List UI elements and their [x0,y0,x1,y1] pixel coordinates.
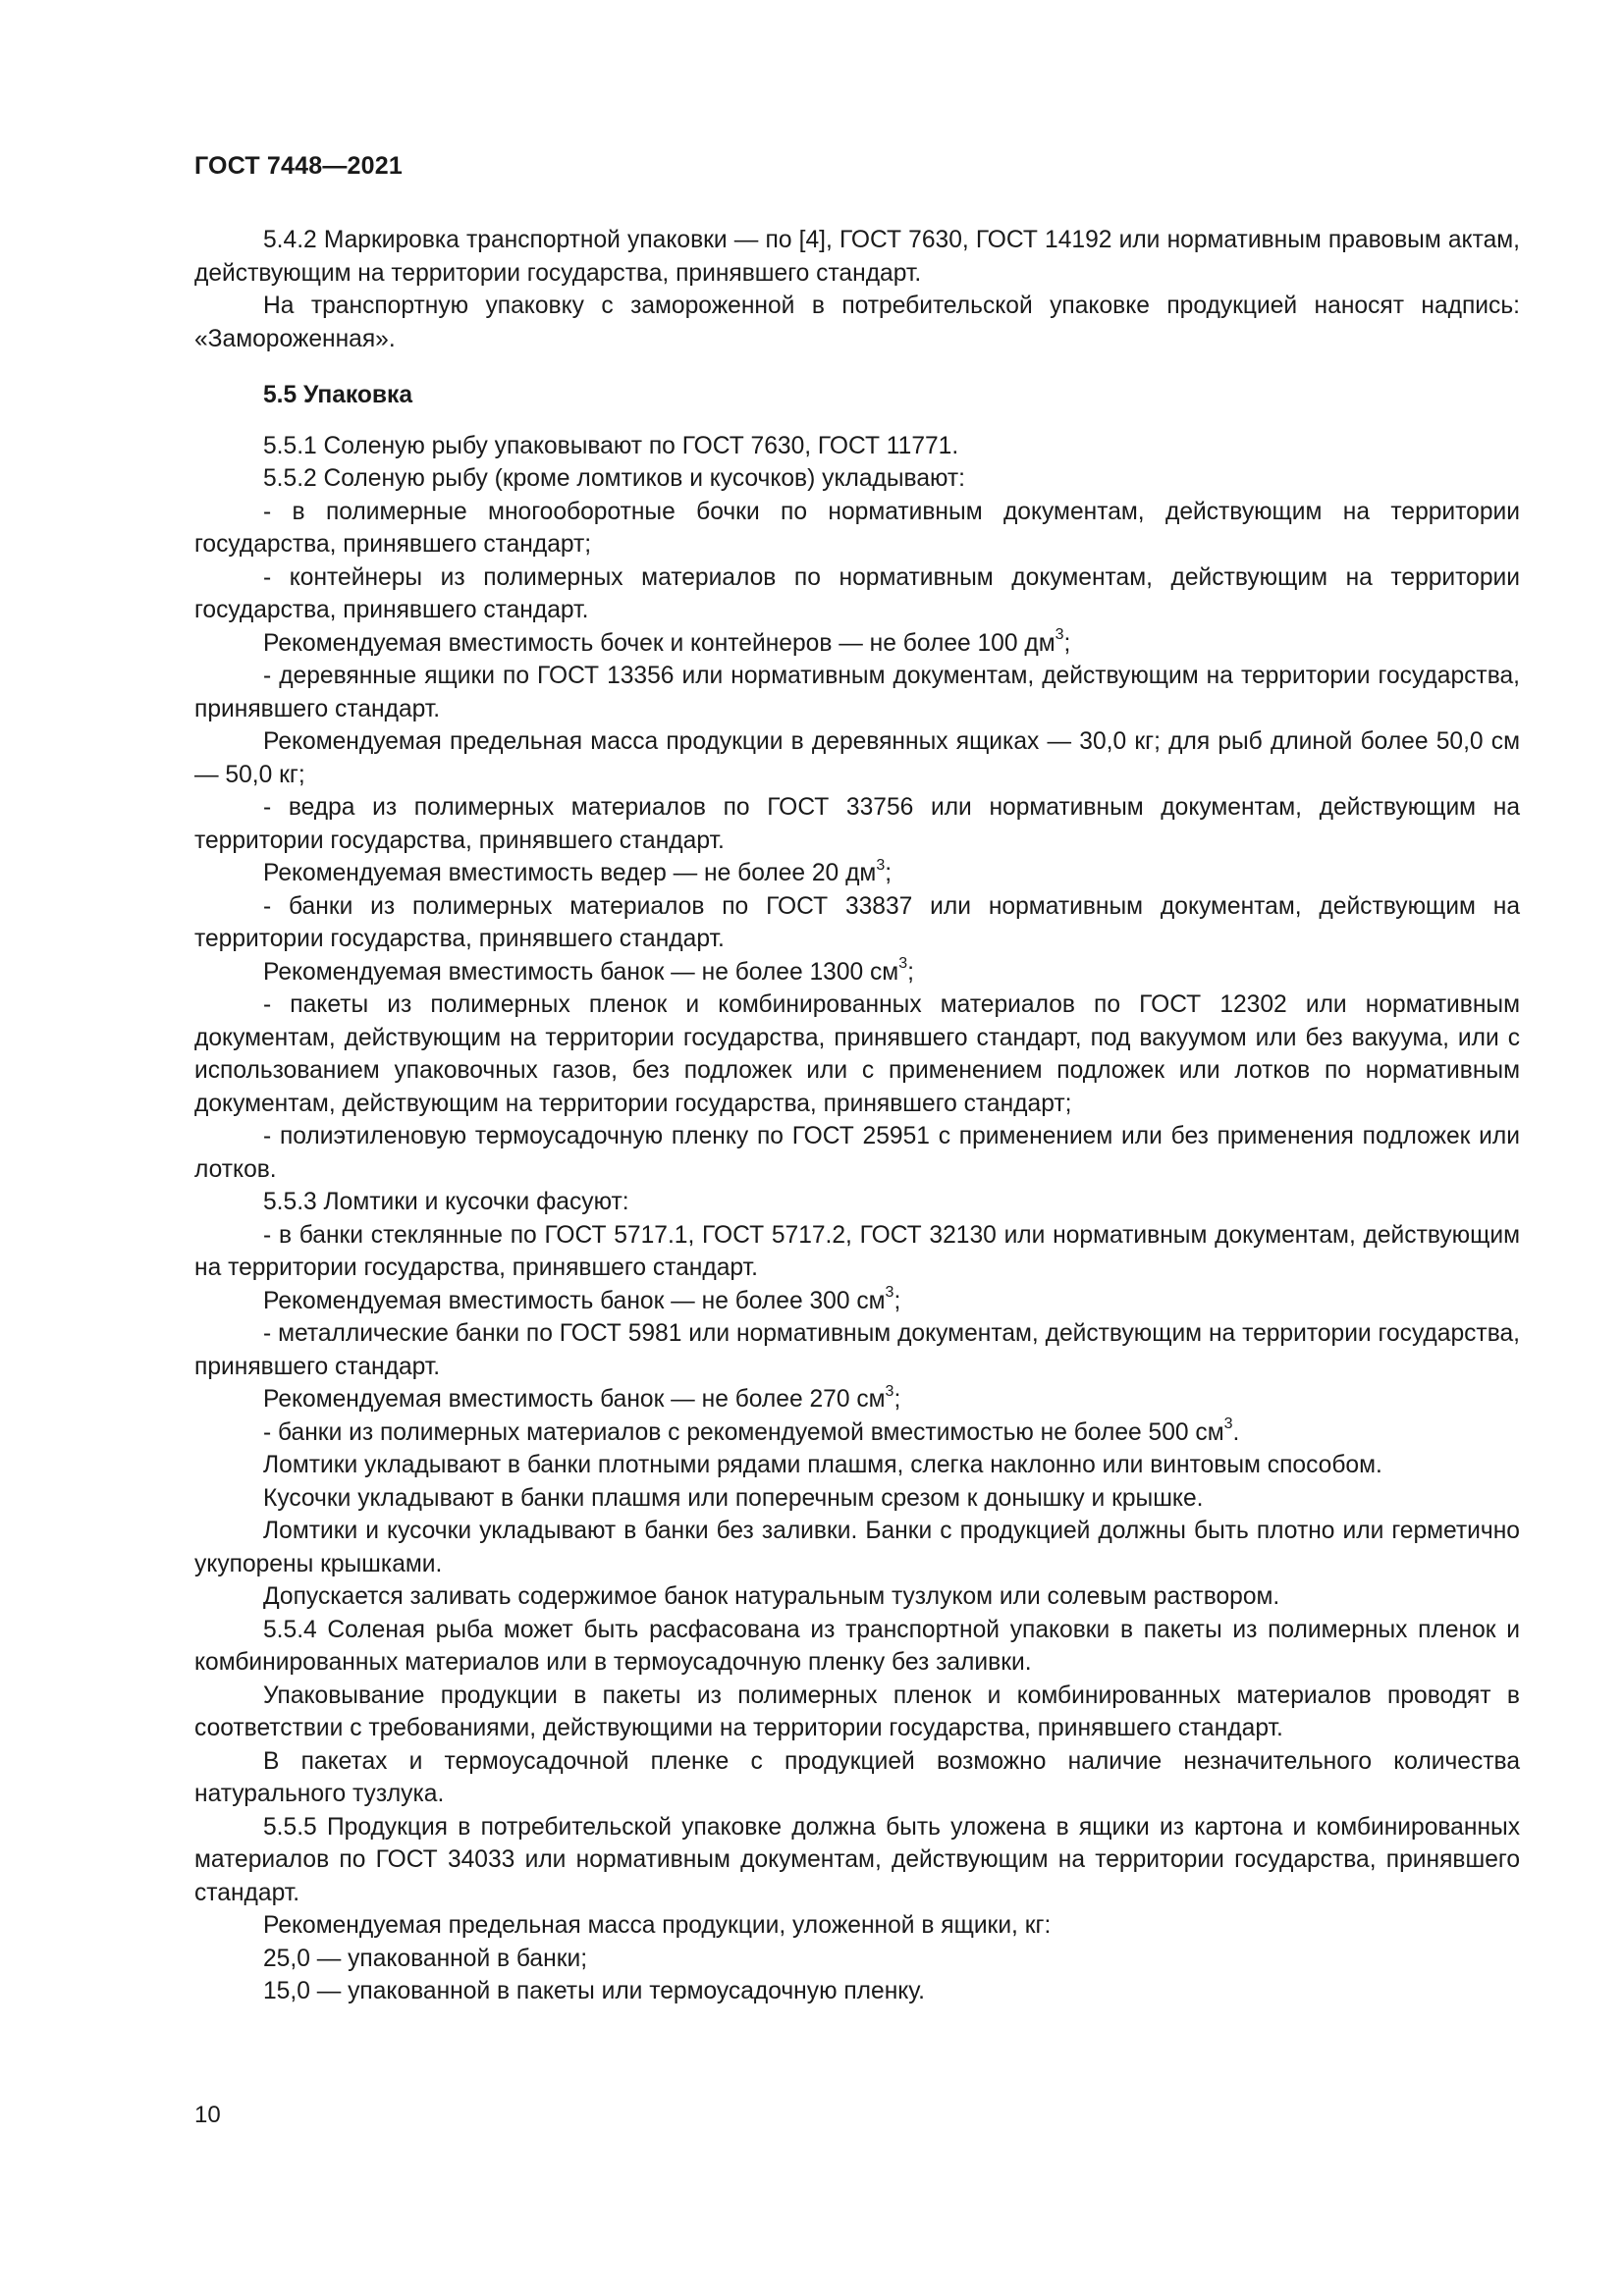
paragraph [194,857,1520,890]
paragraph-text: - полиэтиленовую термоусадочную пленку по ГОСТ 25951 с применением или без применения подложек или лотков. [194,1123,1520,1183]
paragraph-text: Ломтики укладывают в банки плотными рядами плашмя, слегка наклонно или винтовым способом. [263,1452,1382,1478]
paragraph-text: 5.5.1 Соленую рыбу упаковывают по ГОСТ 7630, ГОСТ 11771. [263,432,959,459]
paragraph-text: 15,0 — упакованной в пакеты или термоусадочную пленку. [263,1978,925,2004]
paragraph-text: 5.5.5 Продукция в потребительской упаковке должна быть уложена в ящики из картона и комбинированных материалов по ГОСТ 34033 или нормативным документам, действующим на территории государства, принявшего стандарт. [194,1813,1520,1906]
paragraph-text: - пакеты из полимерных пленок и комбинированных материалов по ГОСТ 12302 или нормативным документам, действующим на территории государства, принявшего стандарт, под вакуумом или без вакуума, или с использованием упаковочных газов, без подложек или с применением подложек или лотков по нормативным документам, действующим на территории государства, принявшего стандарт; [194,991,1520,1117]
superscript-exponent: 3 [885,1382,894,1400]
paragraph [194,430,1520,463]
paragraph [194,1975,1520,2008]
paragraph [194,1449,1520,1482]
paragraph [194,1680,1520,1745]
paragraph [194,1909,1520,1943]
paragraph [194,1285,1520,1318]
superscript-exponent: 3 [885,1284,894,1302]
paragraph-text: Допускается заливать содержимое банок натуральным тузлуком или солевым раствором. [263,1583,1280,1610]
paragraph [194,956,1520,989]
paragraph-text: Рекомендуемая вместимость банок — не более 300 см [263,1287,886,1314]
paragraph [194,725,1520,791]
paragraph [194,988,1520,1120]
paragraph [194,1120,1520,1186]
paragraph-text: - контейнеры из полимерных материалов по нормативным документам, действующим на территории государства, принявшего стандарт. [194,563,1520,623]
trailing-punctuation: ; [1063,629,1071,657]
paragraph [194,1745,1520,1811]
paragraph [194,1317,1520,1383]
trailing-punctuation: ; [907,958,914,986]
page-number: 10 [194,2102,221,2128]
paragraph [194,1614,1520,1680]
paragraph [194,1219,1520,1285]
paragraph-text: Кусочки укладывают в банки плашмя или поперечным срезом к донышку и крышке. [263,1484,1204,1512]
paragraph [194,627,1520,661]
superscript-exponent: 3 [1055,626,1064,644]
paragraph-text: - ведра из полимерных материалов по ГОСТ 33756 или нормативным документам, действующим на территории государства, принявшего стандарт. [194,794,1520,854]
paragraph [194,224,1520,290]
paragraph-text: 5.5.3 Ломтики и кусочки фасуют: [263,1189,629,1215]
paragraph [194,1943,1520,1976]
paragraph [194,496,1520,561]
trailing-punctuation: ; [893,1287,901,1314]
paragraph [194,1811,1520,1910]
paragraph-text: 25,0 — упакованной в банки; [263,1945,588,1972]
paragraph-text: - металлические банки по ГОСТ 5981 или нормативным документам, действующим на территории государства, принявшего стандарт. [194,1320,1520,1380]
paragraph [194,1580,1520,1614]
superscript-exponent: 3 [876,856,886,874]
paragraph-text: Ломтики и кусочки укладывают в банки без заливки. Банки с продукцией должны быть плотно или герметично укупорены крышками. [194,1518,1520,1577]
superscript-exponent: 3 [898,955,908,973]
paragraph-text: - деревянные ящики по ГОСТ 13356 или нормативным документам, действующим на территории государства, принявшего стандарт. [194,663,1520,722]
paragraph-text: 5.5 Упаковка [263,382,413,408]
paragraph-text: Рекомендуемая предельная масса продукции в деревянных ящиках — 30,0 кг; для рыб длиной более 50,0 см — 50,0 кг; [194,728,1520,788]
paragraph-text: На транспортную упаковку с замороженной в потребительской упаковке продукцией наносят надпись: «Замороженная». [194,293,1520,352]
paragraph [194,890,1520,956]
trailing-punctuation: ; [893,1386,901,1413]
paragraph [194,1416,1520,1450]
paragraph [194,1186,1520,1219]
paragraph [194,791,1520,857]
paragraph [194,462,1520,496]
paragraph-text: Рекомендуемая вместимость банок — не более 270 см [263,1386,886,1413]
paragraph-text: - банки из полимерных материалов по ГОСТ 33837 или нормативным документам, действующим на территории государства, принявшего стандарт. [194,892,1520,952]
paragraph-text: - в полимерные многооборотные бочки по нормативным документам, действующим на территории государства, принявшего стандарт; [194,498,1520,558]
paragraph [194,1482,1520,1516]
paragraph-text: 5.4.2 Маркировка транспортной упаковки — по [4], ГОСТ 7630, ГОСТ 14192 или нормативным правовым актам, действующим на территории государства, принявшего стандарт. [194,227,1520,287]
paragraph [194,1515,1520,1580]
section-heading [194,379,1520,412]
paragraph-text: Рекомендуемая вместимость банок — не более 1300 см [263,958,899,986]
trailing-punctuation: . [1232,1418,1240,1446]
paragraph [194,1383,1520,1416]
paragraph [194,290,1520,355]
paragraph-text: Рекомендуемая вместимость бочек и контейнеров — не более 100 дм [263,629,1056,657]
paragraph-text: Упаковывание продукции в пакеты из полимерных пленок и комбинированных материалов проводят в соответствии с требованиями, действующими на территории государства, принявшего стандарт. [194,1682,1520,1741]
paragraph-text: В пакетах и термоусадочной пленке с продукцией возможно наличие незначительного количества натурального тузлука. [194,1747,1520,1807]
paragraph [194,660,1520,725]
paragraph [194,561,1520,627]
trailing-punctuation: ; [885,860,893,886]
paragraph-text: 5.5.2 Соленую рыбу (кроме ломтиков и кусочков) укладывают: [263,465,966,492]
paragraph-text: Рекомендуемая предельная масса продукции, уложенной в ящики, кг: [263,1912,1052,1939]
paragraph-text: Рекомендуемая вместимость ведер — не более 20 дм [263,860,877,886]
superscript-exponent: 3 [1223,1415,1233,1433]
paragraph-text: - в банки стеклянные по ГОСТ 5717.1, ГОСТ 5717.2, ГОСТ 32130 или нормативным документам, действующим на территории государства, принявшего стандарт. [194,1221,1520,1281]
paragraph-text: 5.5.4 Соленая рыба может быть расфасована из транспортной упаковки в пакеты из полимерных пленок и комбинированных материалов или в термоусадочную пленку без заливки. [194,1616,1520,1676]
document-body [194,224,1520,2008]
paragraph-text: - банки из полимерных материалов с рекомендуемой вместимостью не более 500 см [263,1418,1224,1446]
standard-designation: ГОСТ 7448—2021 [194,152,403,180]
